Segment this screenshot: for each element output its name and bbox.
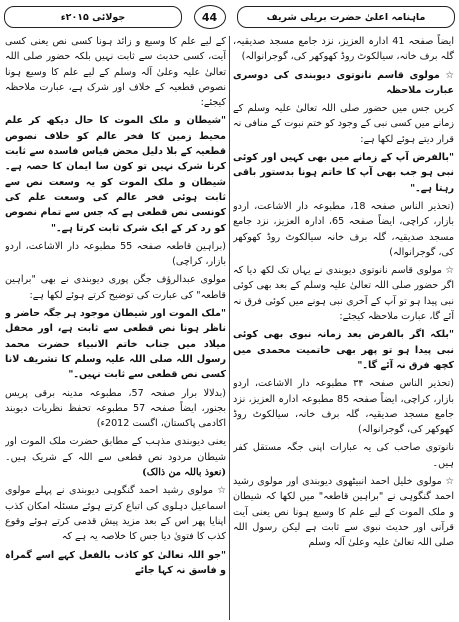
paragraph: مولوی عبدالرؤف جگن پوری دیوبندی نے بھی "براہین قاطعہ" کی عبارت کی توضیح کرتے ہوئے لکھا ہے: — [5, 274, 226, 301]
paragraph: کے لیے علم کا وسیع و زائد ہونا کسی نص یعنی کسی آیت، کسی حدیث سے ثابت نہیں بلکہ حضور صلی اللہ تعالیٰ علیہ وعلیٰ آلہ وسلم کے لیے علم کا وسیع ہونا نصوص قطعیہ کے خلاف اور شرک ہے، عبارت ملاحظہ کیجئے: — [5, 36, 226, 109]
quote: "جو اللہ تعالیٰ کو کاذب بالفعل کہے اسے گمراہ و فاسق نہ کہا جائے — [5, 549, 226, 576]
paragraph: کریں جس میں حضور صلی اللہ تعالیٰ علیہ وسلم کے زمانے میں کسی نبی کے وجود کو ختم نبوت کے منافی نہ قرار دیتے ہوئے لکھا ہے: — [233, 103, 454, 145]
paragraph: ☆ مولوی خلیل احمد انبیٹھوی دیوبندی اور مولوی رشید احمد گنگوہی نے "براہین قاطعہ" میں لکھا کہ شیطان و ملک الموت کے لیے علم کا وسیع ہونا نص یعنی آیت قرآنی اور حدیث نبوی سے ثابت ہے لیکن رسول اللہ صلی اللہ تعالیٰ علیہ وعلیٰ آلہ وسلم — [233, 476, 454, 549]
page-number: 44 — [194, 5, 226, 29]
left-column — [5, 34, 226, 620]
citation: (براہین قاطعہ صفحہ 55 مطبوعہ دار الاشاعت، اردو بازار، کراچی) — [5, 240, 226, 268]
paragraph: ☆ مولوی قاسم نانوتوی دیوبندی نے یہاں تک لکھ دیا کہ اگر حضور صلی اللہ تعالیٰ علیہ وسلم کے بعد بھی کوئی نبی پیدا ہو تو آپ کے آخری نبی ہونے میں کوئی فرق نہ آئے گا، عبارت ملاحظہ کیجئے: — [233, 265, 454, 323]
magazine-title: ماہنامہ اعلیٰ حضرت بریلی شریف — [237, 6, 455, 28]
quote: "بالفرض آپ کے زمانے میں بھی کہیں اور کوئی نبی ہو جب بھی آپ کا خاتم ہونا بدستور باقی رہتا ہے۔" — [233, 152, 454, 194]
heading: ☆ مولوی قاسم نانوتوی دیوبندی کی دوسری عبارت ملاحظہ — [233, 69, 454, 96]
quote: "شیطان و ملک الموت کا حال دیکھ کر علم محیط زمین کا فخر عالم کو خلاف نصوص قطعیہ کے بلا دلیل محض قیاس فاسدہ سے ثابت کرنا شرک نہیں تو کون سا ایمان کا حصہ ہے۔ شیطان و ملک الموت کو یہ وسعت نص سے ثابت ہوئی فخر عالم کی وسعت علم کی کونسی نص قطعی ہے کہ جس سے تمام نصوص کو رد کر کے ایک شرک ثابت کرتا ہے۔" — [5, 115, 226, 234]
quote: "ملک الموت اور شیطان موجود ہر جگہ حاضر و ناظر ہونا نص قطعی سے ثابت ہے، اور محفل میلاد میں جناب خاتم الانبیاء حضرت محمد رسول اللہ صلی اللہ علیہ وسلم کا تشریف لانا کسی نص قطعی سے ثابت نہیں۔" — [5, 308, 226, 381]
paragraph: ایضاً صفحہ 41 ادارہ العزیز، نزد جامع مسجد صدیقیہ، گلہ برف خانہ، سیالکوٹ روڈ کھوکھر کی، گوجرانوالہ) — [233, 36, 454, 63]
issue-date: جولائی ۲۰۱۵ء — [4, 6, 182, 28]
right-column — [233, 34, 454, 620]
paragraph-text: یعنی دیوبندی مذہب کے مطابق حضرت ملک الموت اور شیطان مردود نص قطعی سے اللہ کے شریک ہیں۔ — [5, 436, 226, 463]
citation: (تحذیر الناس صفحہ 18، مطبوعہ دار الاشاعت، اردو بازار، کراچی، ایضاً صفحہ 65، ادارہ العزیز، نزد جامع مسجد صدیقیہ، گلہ برف خانہ سیالکوٹ روڈ کھوکھر کی، گوجرانوالہ) — [233, 200, 454, 258]
citation: (تحذیر الناس صفحہ ۳۴ مطبوعہ دار الاشاعت، اردو بازار، کراچی، ایضاً صفحہ 85 مطبوعہ ادارہ العزیز، نزد جامع مسجد صدیقیہ، گلہ برف خانہ، سیالکوٹ روڈ کھوکھر کی، گوجرانوالہ) — [233, 378, 454, 436]
page-header — [4, 4, 455, 30]
quote: "بلکہ اگر بالفرض بعد زمانہ نبوی بھی کوئی نبی پیدا ہو تو پھر بھی خاتمیت محمدی میں کچھ فرق نہ آئے گا۔" — [233, 329, 454, 371]
paragraph — [5, 434, 226, 480]
paragraph: نانوتوی صاحب کی یہ عبارات اپنی جگہ مستقل کفر ہیں۔ — [233, 442, 454, 469]
column-divider — [229, 36, 230, 620]
citation: (بدلالا برار صفحہ 57، مطبوعہ مدینہ برقی پریس بجنور، ایضاً صفحہ 57 مطبوعہ تحفظ نظریات دیوبند اکادمی پاکستان، اگست 2012ء) — [5, 387, 226, 430]
arabic-phrase: (نعوذ باللہ من ذالک) — [142, 467, 226, 479]
paragraph: ☆ مولوی رشید احمد گنگوہی دیوبندی نے پہلے مولوی اسماعیل دہلوی کی اتباع کرتے ہوئے مسئلہ امکان کذب اپنایا پھر اس کے بعد مزید پیش قدمی کرتے ہوئے وقوع کذب کا فتویٰ دیا جس کا خلاصہ یہ ہے کہ — [5, 485, 226, 543]
